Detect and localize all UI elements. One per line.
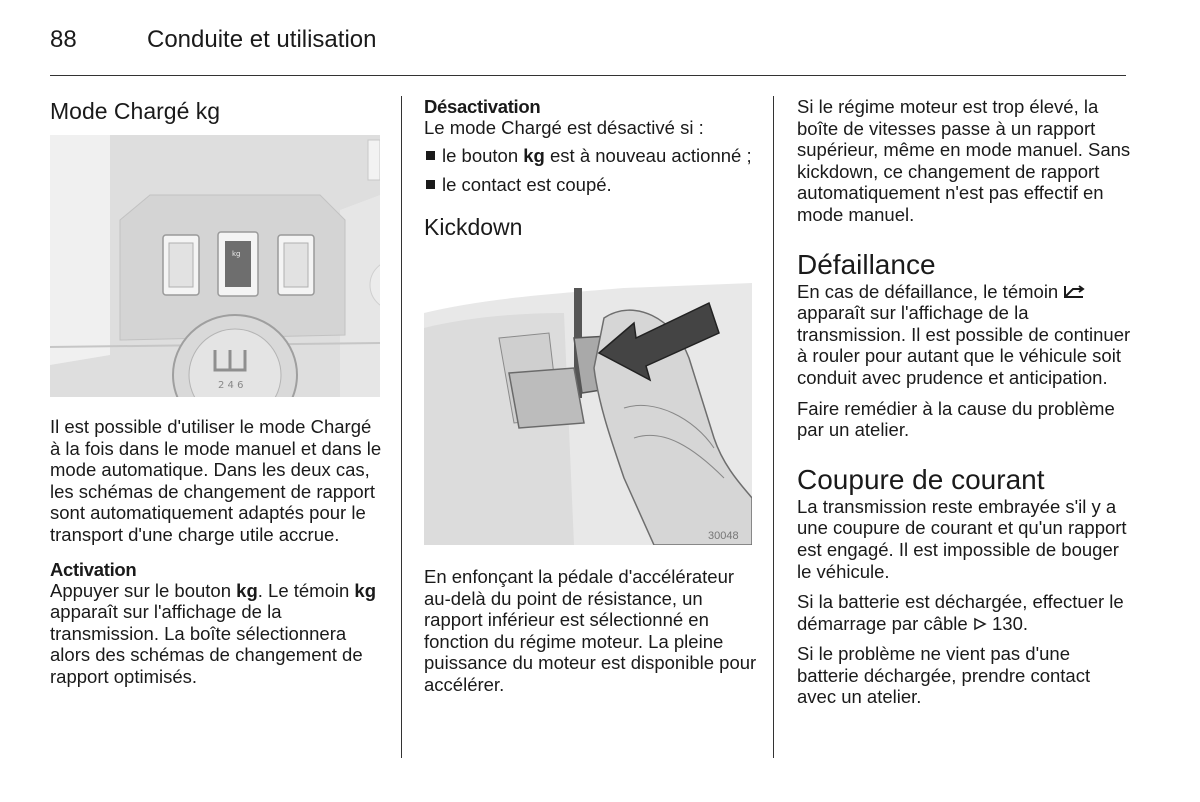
coupure-paragraph-1: La transmission reste embrayée s'il y a une coupure de courant et qu'un rapport est engagé. Il est impossible de bouger le véhicule. bbox=[797, 495, 1127, 582]
coupure-heading: Coupure de courant bbox=[797, 463, 1045, 495]
kg-label: kg bbox=[354, 579, 377, 601]
kg-button-label: kg bbox=[232, 250, 241, 258]
chapter-title: Conduite et utilisation bbox=[147, 26, 377, 53]
page-reference-icon bbox=[973, 617, 987, 631]
column-2-body bbox=[424, 566, 759, 705]
kg-label: kg bbox=[523, 144, 545, 166]
page-number: 88 bbox=[50, 26, 77, 53]
list-item: le bouton kg est à nouveau actionné ; bbox=[424, 145, 759, 167]
list-item: le contact est coupé. bbox=[424, 174, 759, 196]
header-rule bbox=[50, 75, 1126, 76]
figure-number: 30048 bbox=[708, 530, 739, 542]
kg-label: kg bbox=[236, 579, 258, 601]
activation-heading: Activation bbox=[50, 558, 137, 580]
column-divider-1 bbox=[401, 96, 402, 758]
coupure-paragraph-3: Si le problème ne vient pas d'une batterie déchargée, prendre contact avec un atelier. bbox=[797, 643, 1091, 708]
column-1 bbox=[50, 98, 385, 124]
defaillance-heading: Défaillance bbox=[797, 248, 936, 280]
defaillance-paragraph-2: Faire remédier à la cause du problème par un atelier. bbox=[797, 397, 1115, 441]
kickdown-illustration bbox=[424, 278, 752, 545]
deactivation-heading: Désactivation bbox=[424, 96, 541, 117]
figure-kickdown bbox=[424, 278, 752, 545]
regime-paragraph: Si le régime moteur est trop élevé, la boîte de vitesses passe à un rapport supérieur, même en mode manuel. Sans kickdown, ce changement de rapport automatiquement n'est pas effectif en mode manuel. bbox=[797, 96, 1131, 225]
activation-paragraph: Appuyer sur le bouton kg. Le témoin kg apparaît sur l'affichage de la transmission. La boîte sélectionnera alors des schémas de changement de rapport optimisés. bbox=[50, 579, 377, 687]
kickdown-paragraph: En enfonçant la pédale d'accélérateur au-delà du point de résistance, un rapport inférieur est sélectionné en fonction du régime moteur. La pleine puissance du moteur est disponible pour accélérer. bbox=[424, 566, 757, 695]
column-3 bbox=[797, 96, 1132, 717]
column-divider-2 bbox=[773, 96, 774, 758]
column-1-body bbox=[50, 416, 385, 697]
kg-panel-illustration bbox=[50, 135, 380, 397]
coupure-paragraph-2: Si la batterie est déchargée, effectuer le démarrage par câble 130. bbox=[797, 591, 1124, 634]
deactivation-intro: Le mode Chargé est désactivé si : bbox=[424, 117, 704, 138]
gear-knob-digits: 2 4 6 bbox=[218, 380, 244, 391]
section-heading-mode-charge: Mode Chargé kg bbox=[50, 98, 221, 124]
page-reference[interactable]: 130 bbox=[992, 612, 1023, 634]
column-2 bbox=[424, 96, 759, 240]
figure-kg-button-panel bbox=[50, 135, 380, 397]
mode-charge-paragraph: Il est possible d'utiliser le mode Chargé à la fois dans le mode manuel et dans le mode automatique. Dans les deux cas, les schémas de changement de rapport sont automatiquement adaptés pour le transport d'une charge utile accrue. bbox=[50, 416, 382, 545]
defaillance-paragraph: En cas de défaillance, le témoin apparaît sur l'affichage de la transmission. Il est possible de continuer à rouler pour autant que le véhicule soit conduit avec prudence et anticipation. bbox=[797, 280, 1131, 388]
kickdown-heading: Kickdown bbox=[424, 213, 523, 240]
transmission-fault-icon bbox=[1063, 285, 1085, 299]
